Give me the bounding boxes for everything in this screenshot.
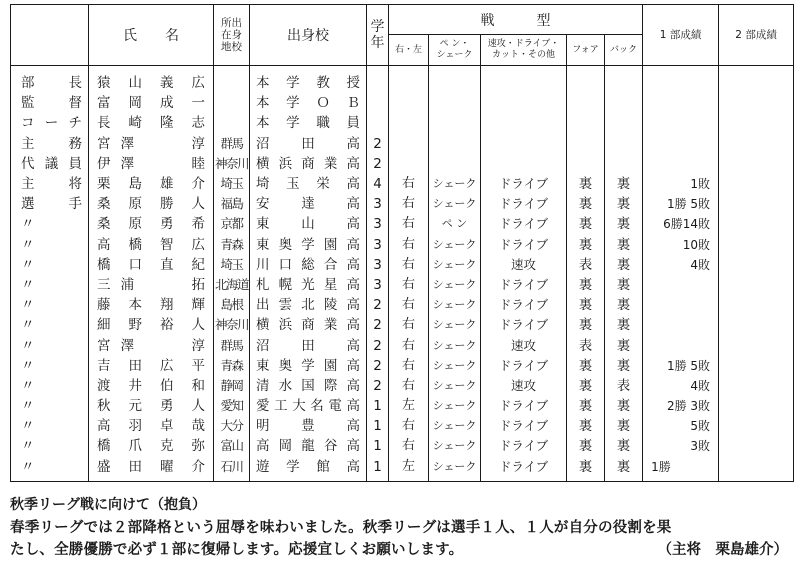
cell-school: 東奥学園高 (250, 235, 367, 255)
cell-backhand: 裏 (605, 174, 643, 194)
header-record-division-2: 2 部成績 (719, 5, 794, 66)
cell-role: 〃 (11, 295, 89, 315)
cell-backhand: 裏 (605, 335, 643, 355)
cell-play-type: 速攻 (481, 335, 567, 355)
cell-name: 宮澤 淳 (89, 134, 214, 154)
cell-backhand (605, 93, 643, 113)
cell-grade: 3 (367, 235, 389, 255)
cell-name: 宮澤 淳 (89, 335, 214, 355)
cell-grip (429, 93, 481, 113)
cell-school: 清水国際高 (250, 376, 367, 396)
cell-hand: 右 (389, 436, 429, 456)
cell-hand: 右 (389, 194, 429, 214)
cell-grip: シェーク (429, 194, 481, 214)
cell-school: 遊学館高 (250, 457, 367, 482)
cell-forehand: 裏 (567, 315, 605, 335)
table-row (11, 275, 794, 295)
cell-backhand (605, 66, 643, 94)
cell-prefecture: 群馬 (214, 335, 250, 355)
cell-grip: シェーク (429, 335, 481, 355)
cell-grip (429, 66, 481, 94)
cell-school: 本学教授 (250, 66, 367, 94)
cell-school: 本学ＯＢ (250, 93, 367, 113)
header-backhand: バック (605, 35, 643, 66)
cell-forehand: 裏 (567, 235, 605, 255)
cell-name: 橋口直紀 (89, 255, 214, 275)
cell-backhand: 裏 (605, 275, 643, 295)
cell-role: 部長 (11, 66, 89, 94)
table-row (11, 214, 794, 234)
cell-school: 埼玉栄高 (250, 174, 367, 194)
table-row (11, 93, 794, 113)
cell-grip: シェーク (429, 396, 481, 416)
cell-record-division-1: 1勝 5敗 (643, 194, 719, 214)
cell-record-division-1 (643, 154, 719, 174)
cell-forehand: 裏 (567, 376, 605, 396)
cell-prefecture (214, 113, 250, 133)
table-row (11, 113, 794, 133)
table-header (11, 5, 794, 66)
table-row (11, 154, 794, 174)
cell-backhand: 裏 (605, 194, 643, 214)
cell-record-division-1 (643, 275, 719, 295)
table-row (11, 174, 794, 194)
cell-name: 猿山義広 (89, 66, 214, 94)
cell-record-division-2 (719, 194, 794, 214)
cell-forehand: 表 (567, 255, 605, 275)
cell-forehand (567, 66, 605, 94)
cell-backhand: 裏 (605, 457, 643, 482)
cell-role: 〃 (11, 335, 89, 355)
cell-hand: 右 (389, 214, 429, 234)
cell-prefecture: 静岡 (214, 376, 250, 396)
cell-record-division-1: 1勝 5敗 (643, 356, 719, 376)
cell-grade: 1 (367, 416, 389, 436)
cell-hand: 右 (389, 275, 429, 295)
cell-record-division-1: 1勝 (643, 457, 719, 482)
cell-play-type (481, 66, 567, 94)
cell-grip: シェーク (429, 436, 481, 456)
cell-school: 高岡龍谷高 (250, 436, 367, 456)
cell-role: 〃 (11, 235, 89, 255)
cell-role: 〃 (11, 275, 89, 295)
cell-role: 代議員 (11, 154, 89, 174)
cell-role: 〃 (11, 376, 89, 396)
cell-prefecture: 富山 (214, 436, 250, 456)
cell-name: 桑原勇希 (89, 214, 214, 234)
cell-forehand: 裏 (567, 416, 605, 436)
cell-record-division-1: 2勝 3敗 (643, 396, 719, 416)
cell-backhand: 裏 (605, 315, 643, 335)
cell-prefecture: 京都 (214, 214, 250, 234)
cell-prefecture: 群馬 (214, 134, 250, 154)
cell-grade: 2 (367, 154, 389, 174)
cell-role: 〃 (11, 356, 89, 376)
cell-role: 〃 (11, 436, 89, 456)
cell-hand: 右 (389, 416, 429, 436)
cell-hand: 左 (389, 457, 429, 482)
cell-forehand: 裏 (567, 396, 605, 416)
cell-hand: 右 (389, 376, 429, 396)
header-name: 氏 名 (89, 5, 214, 66)
cell-backhand: 裏 (605, 396, 643, 416)
cell-forehand: 裏 (567, 356, 605, 376)
cell-play-type: ドライブ (481, 275, 567, 295)
cell-hand: 左 (389, 396, 429, 416)
cell-hand: 右 (389, 255, 429, 275)
cell-backhand: 裏 (605, 356, 643, 376)
cell-play-type: 速攻 (481, 376, 567, 396)
cell-play-type (481, 93, 567, 113)
cell-record-division-1 (643, 335, 719, 355)
cell-hand (389, 134, 429, 154)
cell-record-division-2 (719, 214, 794, 234)
cell-grip: シェーク (429, 315, 481, 335)
cell-record-division-2 (719, 275, 794, 295)
cell-name: 渡井伯和 (89, 376, 214, 396)
cell-forehand: 裏 (567, 214, 605, 234)
cell-role: 主将 (11, 174, 89, 194)
header-prefecture: 所出 在身 地校 (214, 5, 250, 66)
cell-prefecture (214, 66, 250, 94)
table-body (11, 66, 794, 482)
cell-school: 沼田高 (250, 335, 367, 355)
cell-school: 沼田高 (250, 134, 367, 154)
header-grip: ペ ン・ シェーク (429, 35, 481, 66)
cell-play-type: ドライブ (481, 356, 567, 376)
cell-school: 出雲北陵高 (250, 295, 367, 315)
cell-school: 明豊高 (250, 416, 367, 436)
table-row (11, 315, 794, 335)
cell-name: 高羽卓哉 (89, 416, 214, 436)
cell-play-type (481, 113, 567, 133)
cell-role: 〃 (11, 396, 89, 416)
cell-forehand: 表 (567, 335, 605, 355)
cell-record-division-1: 1敗 (643, 174, 719, 194)
cell-backhand (605, 113, 643, 133)
cell-school: 横浜商業高 (250, 154, 367, 174)
cell-backhand: 裏 (605, 255, 643, 275)
table-row (11, 396, 794, 416)
cell-grade: 3 (367, 194, 389, 214)
cell-record-division-2 (719, 315, 794, 335)
cell-grade (367, 93, 389, 113)
cell-record-division-1: 10敗 (643, 235, 719, 255)
cell-record-division-2 (719, 416, 794, 436)
cell-grip: シェーク (429, 275, 481, 295)
cell-prefecture: 北海道 (214, 275, 250, 295)
cell-grip (429, 134, 481, 154)
cell-backhand: 裏 (605, 416, 643, 436)
cell-play-type: ドライブ (481, 457, 567, 482)
cell-record-division-1 (643, 134, 719, 154)
cell-grade: 2 (367, 134, 389, 154)
cell-record-division-2 (719, 174, 794, 194)
cell-grade: 1 (367, 457, 389, 482)
cell-record-division-2 (719, 295, 794, 315)
cell-forehand: 裏 (567, 194, 605, 214)
cell-name: 富岡成一 (89, 93, 214, 113)
cell-prefecture: 埼玉 (214, 255, 250, 275)
cell-play-type: ドライブ (481, 396, 567, 416)
table-row (11, 335, 794, 355)
cell-forehand: 裏 (567, 295, 605, 315)
cell-backhand: 裏 (605, 295, 643, 315)
cell-play-type: 速攻 (481, 255, 567, 275)
cell-prefecture: 青森 (214, 235, 250, 255)
cell-forehand: 裏 (567, 436, 605, 456)
cell-play-type: ドライブ (481, 295, 567, 315)
cell-grip: シェーク (429, 295, 481, 315)
cell-school: 東奥学園高 (250, 356, 367, 376)
cell-name: 三浦 拓 (89, 275, 214, 295)
cell-name: 栗島雄介 (89, 174, 214, 194)
cell-role: 〃 (11, 457, 89, 482)
cell-record-division-1: 4敗 (643, 376, 719, 396)
cell-school: 札幌光星高 (250, 275, 367, 295)
cell-grade: 3 (367, 214, 389, 234)
cell-hand: 右 (389, 315, 429, 335)
cell-school: 安達高 (250, 194, 367, 214)
cell-record-division-1: 5敗 (643, 416, 719, 436)
cell-name: 吉田広平 (89, 356, 214, 376)
cell-name: 橋爪克弥 (89, 436, 214, 456)
table-row (11, 194, 794, 214)
cell-grip: シェーク (429, 376, 481, 396)
cell-grade (367, 66, 389, 94)
cell-record-division-2 (719, 376, 794, 396)
cell-prefecture: 神奈川 (214, 154, 250, 174)
cell-name: 長崎隆志 (89, 113, 214, 133)
cell-record-division-2 (719, 113, 794, 133)
cell-hand: 右 (389, 356, 429, 376)
table-row (11, 295, 794, 315)
cell-grade: 3 (367, 275, 389, 295)
cell-grip: シェーク (429, 174, 481, 194)
cell-record-division-1 (643, 113, 719, 133)
cell-hand: 右 (389, 174, 429, 194)
cell-prefecture (214, 93, 250, 113)
cell-record-division-1 (643, 315, 719, 335)
cell-school: 東山高 (250, 214, 367, 234)
cell-hand: 右 (389, 235, 429, 255)
cell-grade: 2 (367, 356, 389, 376)
cell-forehand (567, 154, 605, 174)
cell-record-division-1: 3敗 (643, 436, 719, 456)
cell-play-type: ドライブ (481, 235, 567, 255)
cell-backhand: 裏 (605, 235, 643, 255)
table-row (11, 376, 794, 396)
cell-prefecture: 愛知 (214, 396, 250, 416)
table-row (11, 356, 794, 376)
cell-role: コーチ (11, 113, 89, 133)
cell-record-division-1 (643, 93, 719, 113)
footer-line-1: 春季リーグでは２部降格という屈辱を味わいました。秋季リーグは選手１人、１人が自分の役割を果 (10, 520, 672, 536)
cell-role: 〃 (11, 315, 89, 335)
cell-play-type: ドライブ (481, 436, 567, 456)
cell-forehand (567, 93, 605, 113)
cell-school: 愛工大名電高 (250, 396, 367, 416)
cell-prefecture: 島根 (214, 295, 250, 315)
table-row (11, 235, 794, 255)
footer-heading: 秋季リーグ戦に向けて（抱負） (10, 497, 206, 513)
header-hand: 右・左 (389, 35, 429, 66)
cell-name: 秋元勇人 (89, 396, 214, 416)
cell-grip: シェーク (429, 416, 481, 436)
cell-hand: 右 (389, 335, 429, 355)
cell-record-division-1 (643, 295, 719, 315)
cell-play-type: ドライブ (481, 194, 567, 214)
cell-name: 伊澤 睦 (89, 154, 214, 174)
cell-role: 〃 (11, 255, 89, 275)
cell-school: 本学職員 (250, 113, 367, 133)
cell-hand (389, 93, 429, 113)
cell-backhand: 表 (605, 376, 643, 396)
cell-play-type: ドライブ (481, 174, 567, 194)
cell-grade: 2 (367, 335, 389, 355)
cell-play-type (481, 134, 567, 154)
cell-play-type: ドライブ (481, 214, 567, 234)
table-row (11, 416, 794, 436)
cell-record-division-2 (719, 93, 794, 113)
cell-record-division-1: 6勝14敗 (643, 214, 719, 234)
cell-backhand: 裏 (605, 214, 643, 234)
cell-play-type: ドライブ (481, 416, 567, 436)
cell-grip: シェーク (429, 255, 481, 275)
cell-role: 〃 (11, 214, 89, 234)
cell-grade: 2 (367, 315, 389, 335)
cell-backhand: 裏 (605, 436, 643, 456)
cell-play-type (481, 154, 567, 174)
cell-hand: 右 (389, 295, 429, 315)
cell-backhand (605, 154, 643, 174)
cell-record-division-1 (643, 66, 719, 94)
cell-record-division-1: 4敗 (643, 255, 719, 275)
cell-record-division-2 (719, 436, 794, 456)
cell-record-division-2 (719, 235, 794, 255)
table-row (11, 457, 794, 482)
cell-name: 細野裕人 (89, 315, 214, 335)
cell-name: 盛田曜介 (89, 457, 214, 482)
cell-record-division-2 (719, 134, 794, 154)
cell-grade: 3 (367, 255, 389, 275)
cell-prefecture: 福島 (214, 194, 250, 214)
cell-grade: 1 (367, 436, 389, 456)
cell-grip: シェーク (429, 457, 481, 482)
cell-name: 桑原勝人 (89, 194, 214, 214)
footer-line-2: たし、全勝優勝で必ず１部に復帰します。応援宜しくお願いします。 (10, 542, 464, 558)
cell-hand (389, 66, 429, 94)
table-row (11, 134, 794, 154)
cell-prefecture: 石川 (214, 457, 250, 482)
cell-role: 主務 (11, 134, 89, 154)
cell-role: 選手 (11, 194, 89, 214)
header-play-type: 速攻・ドライブ・ カット・その他 (481, 35, 567, 66)
cell-backhand (605, 134, 643, 154)
cell-record-division-2 (719, 356, 794, 376)
cell-grip (429, 113, 481, 133)
header-school: 出身校 (250, 5, 367, 66)
cell-school: 川口総合高 (250, 255, 367, 275)
footer-signature: （主将 栗島雄介） (657, 542, 788, 558)
cell-forehand (567, 113, 605, 133)
cell-prefecture: 大分 (214, 416, 250, 436)
cell-record-division-2 (719, 66, 794, 94)
cell-grade (367, 113, 389, 133)
cell-name: 藤本翔輝 (89, 295, 214, 315)
cell-grade: 2 (367, 376, 389, 396)
cell-hand (389, 154, 429, 174)
cell-play-type: ドライブ (481, 315, 567, 335)
cell-record-division-2 (719, 396, 794, 416)
cell-name: 高橋智広 (89, 235, 214, 255)
table-row (11, 66, 794, 94)
cell-hand (389, 113, 429, 133)
cell-forehand (567, 134, 605, 154)
table-row (11, 255, 794, 275)
cell-forehand: 裏 (567, 457, 605, 482)
header-grade: 学 年 (367, 5, 389, 66)
cell-grip (429, 154, 481, 174)
cell-prefecture: 青森 (214, 356, 250, 376)
cell-grip: シェーク (429, 356, 481, 376)
header-record-division-1: 1 部成績 (643, 5, 719, 66)
cell-forehand: 裏 (567, 275, 605, 295)
header-role (11, 5, 89, 66)
cell-school: 横浜商業高 (250, 315, 367, 335)
cell-record-division-2 (719, 154, 794, 174)
cell-forehand: 裏 (567, 174, 605, 194)
cell-prefecture: 埼玉 (214, 174, 250, 194)
roster-table (10, 4, 794, 482)
cell-role: 監督 (11, 93, 89, 113)
cell-role: 〃 (11, 416, 89, 436)
cell-grip: シェーク (429, 235, 481, 255)
cell-grip: ペ ン (429, 214, 481, 234)
cell-grade: 1 (367, 396, 389, 416)
header-play-style-group: 戦 型 (389, 5, 643, 35)
cell-record-division-2 (719, 335, 794, 355)
cell-record-division-2 (719, 255, 794, 275)
cell-record-division-2 (719, 457, 794, 482)
table-row (11, 436, 794, 456)
header-forehand: フォア (567, 35, 605, 66)
cell-grade: 2 (367, 295, 389, 315)
cell-grade: 4 (367, 174, 389, 194)
cell-prefecture: 神奈川 (214, 315, 250, 335)
